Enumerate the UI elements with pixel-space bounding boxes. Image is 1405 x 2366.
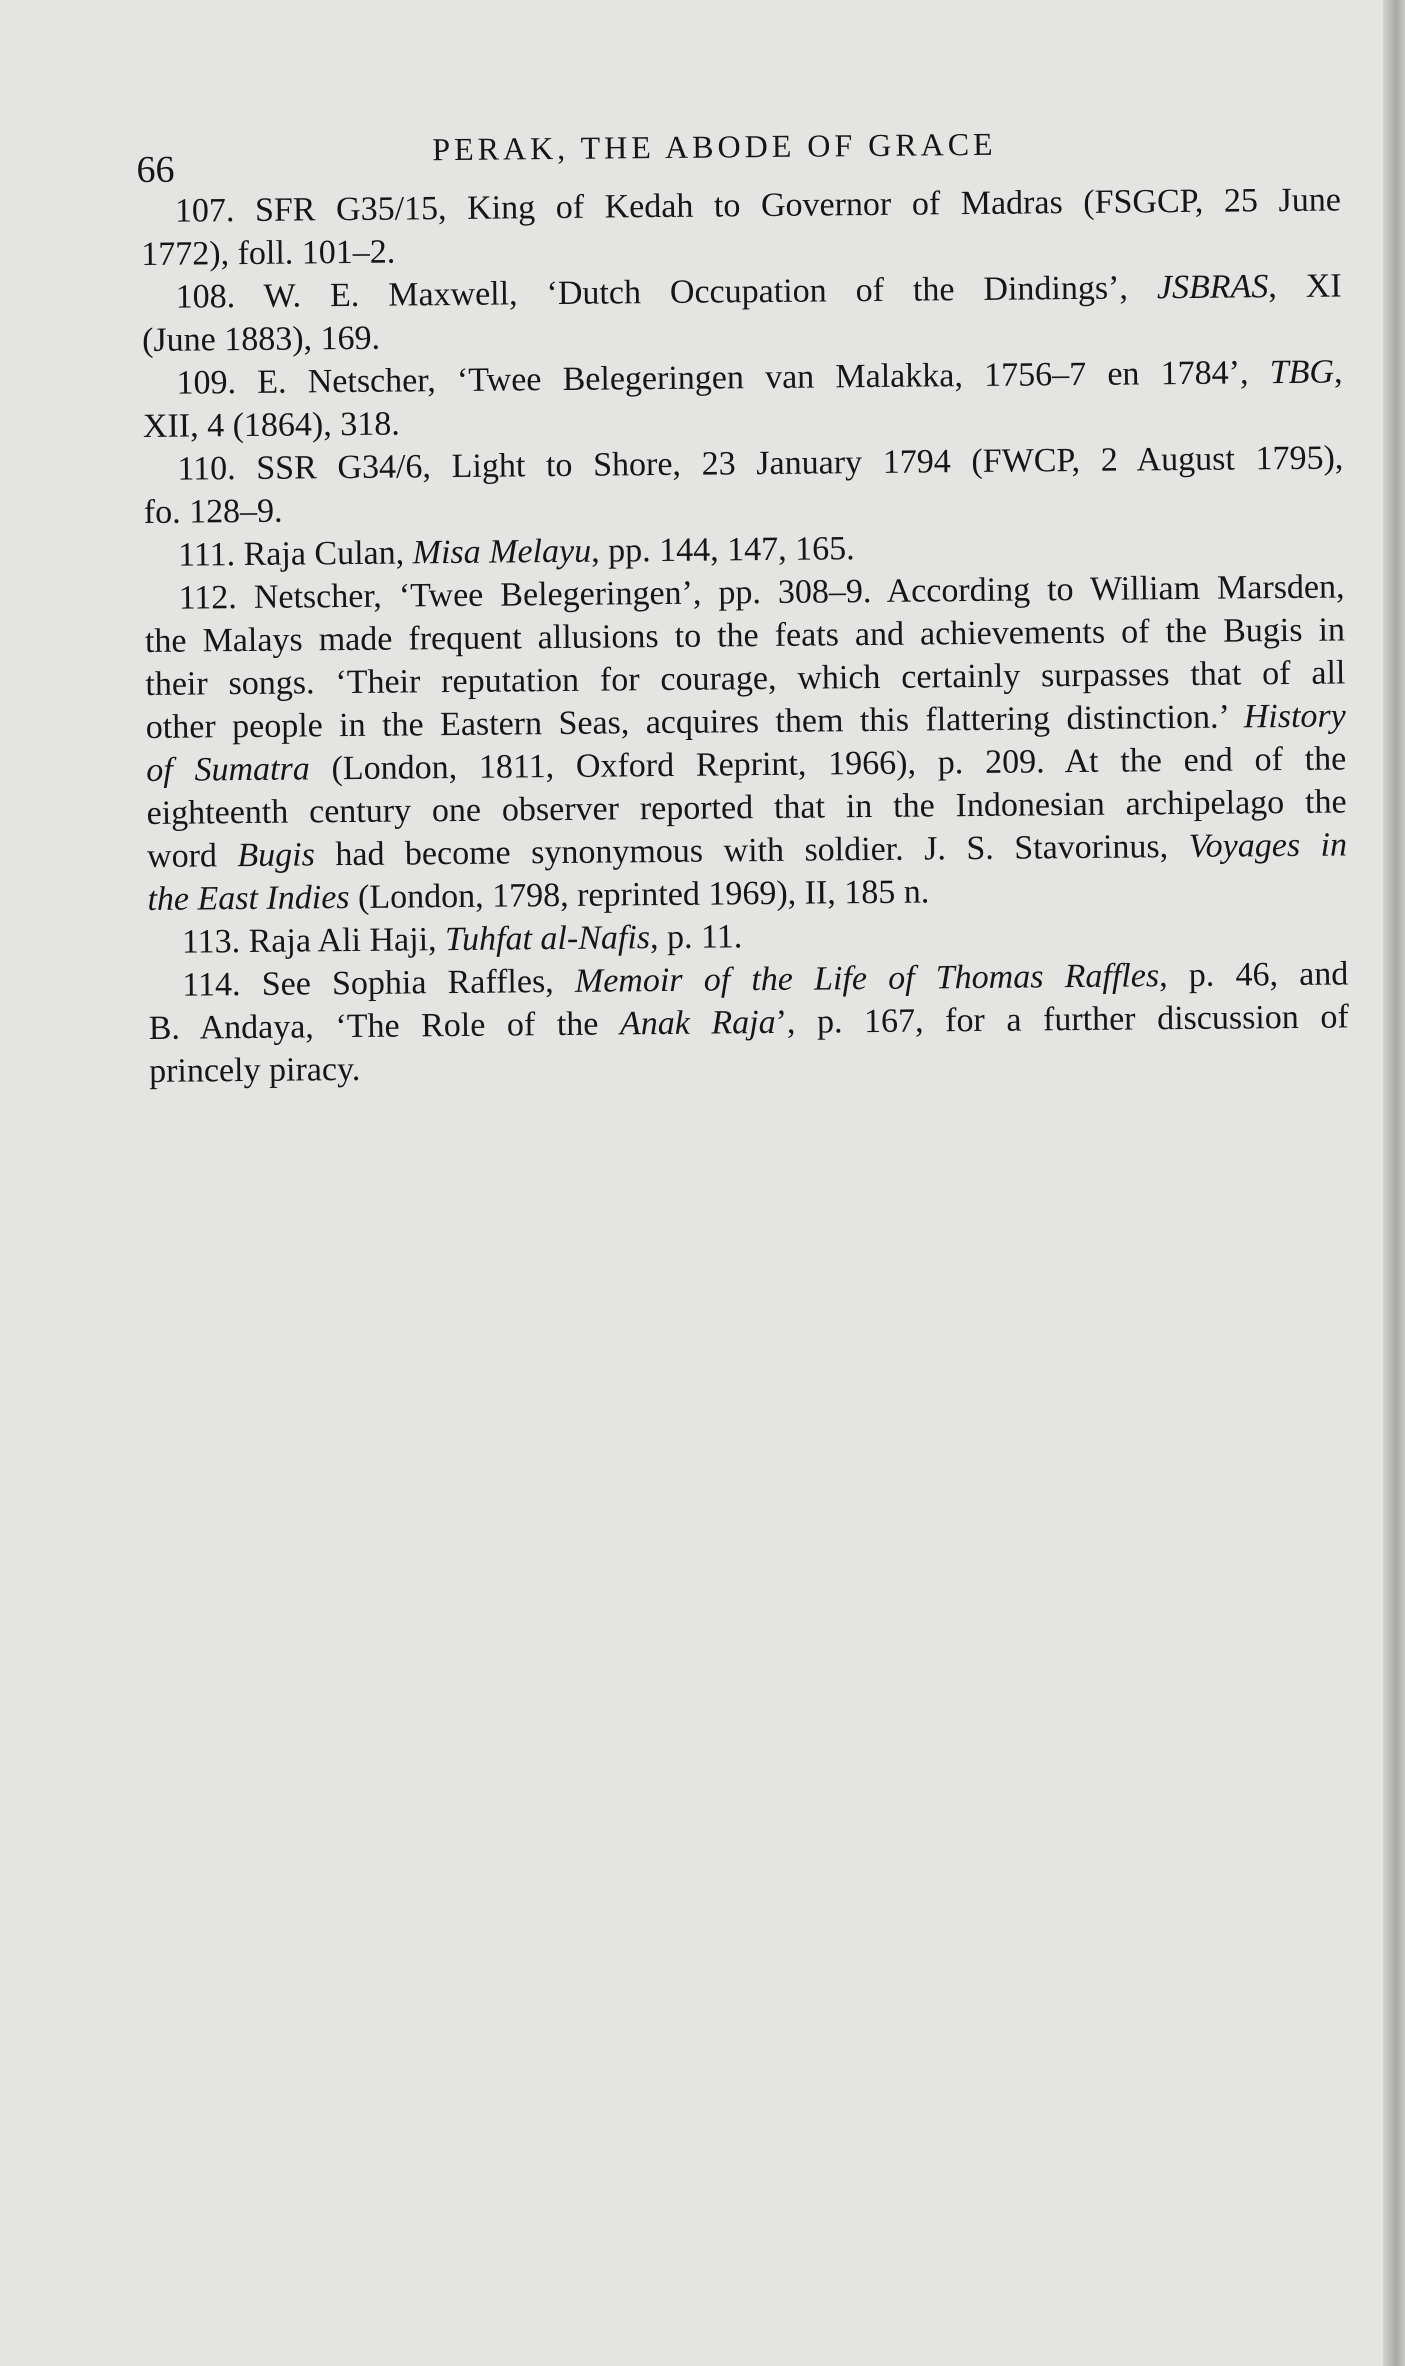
note-text: 108. W. E. Maxwell, ‘Dutch Occupation of the Dindings’,	[175, 269, 1158, 316]
endnote	[142, 350, 1343, 448]
note-text: word	[146, 837, 238, 875]
note-text: , p. 11.	[649, 918, 743, 957]
endnote	[143, 436, 1344, 534]
italic-title: JSBRAS	[1156, 268, 1269, 307]
endnote	[141, 264, 1342, 362]
note-text: 110. SSR G34/6, Light to Shore, 23 January 1794 (FWCP, 2 August 1795),	[177, 439, 1344, 488]
note-text: their songs. ‘Their reputation for courage, which certainly surpasses that of all	[145, 654, 1346, 703]
endnote	[148, 952, 1349, 1093]
note-text: (London, 1798, reprinted 1969), II, 185 n.	[349, 873, 930, 917]
page-binding-shadow	[1383, 0, 1405, 2366]
note-text: B. Andaya, ‘The Role of the	[148, 1005, 621, 1047]
page-number: 66	[136, 148, 175, 192]
italic-title: of Sumatra	[146, 750, 310, 789]
endnote	[141, 178, 1342, 276]
note-text: (June 1883), 169.	[141, 319, 381, 359]
book-page	[136, 108, 1349, 1092]
note-text: princely piracy.	[148, 1050, 361, 1090]
note-text: , XI	[1268, 267, 1342, 306]
note-text: 112. Netscher, ‘Twee Belegeringen’, pp. 308–9. According to William Marsden,	[178, 568, 1345, 617]
note-text: fo. 128–9.	[143, 492, 283, 531]
note-text: had become synonymous with soldier. J. S. Stavorinus,	[314, 827, 1189, 874]
endnote	[144, 565, 1347, 921]
note-text: , p. 46, and	[1158, 955, 1349, 995]
note-text: , pp. 144, 147, 165.	[590, 530, 855, 570]
note-text: 109. E. Netscher, ‘Twee Belegeringen van Malakka, 1756–7 en 1784’,	[176, 354, 1270, 402]
note-text: 114. See Sophia Raffles,	[182, 962, 576, 1004]
note-text: XII, 4 (1864), 318.	[142, 405, 400, 445]
note-text: 113. Raja Ali Haji,	[181, 921, 446, 961]
note-text: other people in the Eastern Seas, acquires them this flattering distinction.’	[145, 698, 1244, 746]
italic-title: the East Indies	[147, 879, 350, 918]
running-title: PERAK, THE ABODE OF GRACE	[432, 125, 997, 168]
italic-title: History	[1243, 697, 1346, 736]
italic-title: TBG	[1269, 353, 1335, 392]
note-text: (London, 1811, Oxford Reprint, 1966), p. 209. At the end of the	[309, 740, 1347, 788]
note-text: 1772), foll. 101–2.	[141, 233, 396, 273]
note-text: ,	[1333, 353, 1343, 391]
note-text: 111. Raja Culan,	[178, 534, 413, 574]
note-text: the Malays made frequent allusions to the feats and achievements of the Bugis in	[144, 611, 1346, 660]
italic-title: Tuhfat al-Nafis	[444, 919, 651, 959]
endnotes	[141, 178, 1350, 1092]
italic-title: Bugis	[237, 836, 316, 875]
note-text: 107. SFR G35/15, King of Kedah to Governor of Madras (FSGCP, 25 June	[174, 181, 1342, 230]
italic-title: Voyages in	[1188, 826, 1348, 865]
italic-title: Memoir of the Life of Thomas Raffles	[574, 957, 1160, 1000]
note-text: ’, p. 167, for a further discussion of	[775, 998, 1349, 1041]
italic-title: Anak Raja	[619, 1003, 776, 1043]
note-text: eighteenth century one observer reported that in the Indonesian archipelago the	[146, 783, 1347, 832]
italic-title: Misa Melayu	[412, 532, 592, 572]
page-header	[136, 108, 1341, 192]
